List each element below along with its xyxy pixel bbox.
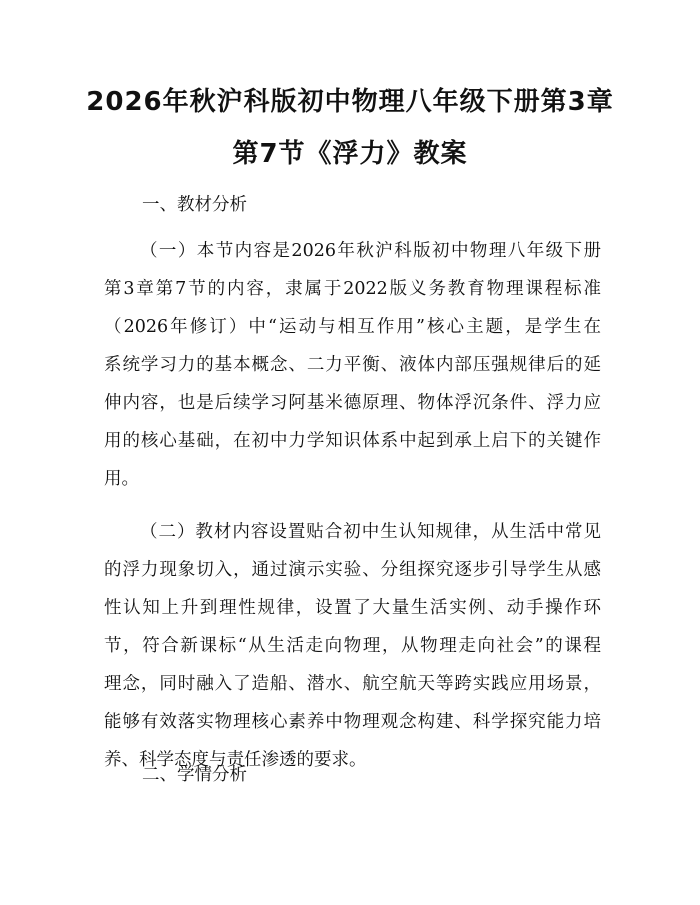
paragraph-line: （二）教材内容设置贴合初中生认知规律，从生活中常见 (140, 522, 601, 542)
paragraph-line: 节，符合新课标“从生活走向物理，从物理走向社会”的课程 (104, 636, 601, 656)
paragraph-line: 用的核心基础，在初中力学知识体系中起到承上启下的关键作 (104, 431, 601, 451)
paragraph-line: （2026年修订）中“运动与相互作用”核心主题，是学生在 (104, 317, 601, 337)
paragraph-textbook-position (104, 232, 601, 498)
paragraph-line: 伸内容，也是后续学习阿基米德原理、物体浮沉条件、浮力应 (104, 393, 601, 413)
paragraph-line: 性认知上升到理性规律，设置了大量生活实例、动手操作环 (104, 598, 601, 618)
paragraph-line: 理念，同时融入了造船、潜水、航空航天等跨实践应用场景， (104, 674, 601, 694)
paragraph-line: 养、科学态度与责任渗透的要求。 (104, 750, 367, 770)
paragraph-line: 系统学习力的基本概念、二力平衡、液体内部压强规律后的延 (104, 355, 601, 375)
paragraph-line: 用。 (104, 469, 139, 489)
paragraph-line: 的浮力现象切入，通过演示实验、分组探究逐步引导学生从感 (104, 560, 601, 580)
paragraph-textbook-content (104, 513, 601, 779)
paragraph-line: 第3章第7节的内容，隶属于2022版义务教育物理课程标准 (104, 279, 601, 299)
section-heading-learner-analysis: 二、学情分析 (142, 765, 247, 785)
document-title-line-1: 2026年秋沪科版初中物理八年级下册第3章 (86, 87, 614, 117)
section-heading-textbook-analysis: 一、教材分析 (142, 195, 247, 215)
paragraph-line: （一）本节内容是2026年秋沪科版初中物理八年级下册 (140, 241, 601, 261)
document-title-line-2: 第7节《浮力》教案 (232, 139, 468, 169)
paragraph-line: 能够有效落实物理核心素养中物理观念构建、科学探究能力培 (104, 712, 601, 732)
